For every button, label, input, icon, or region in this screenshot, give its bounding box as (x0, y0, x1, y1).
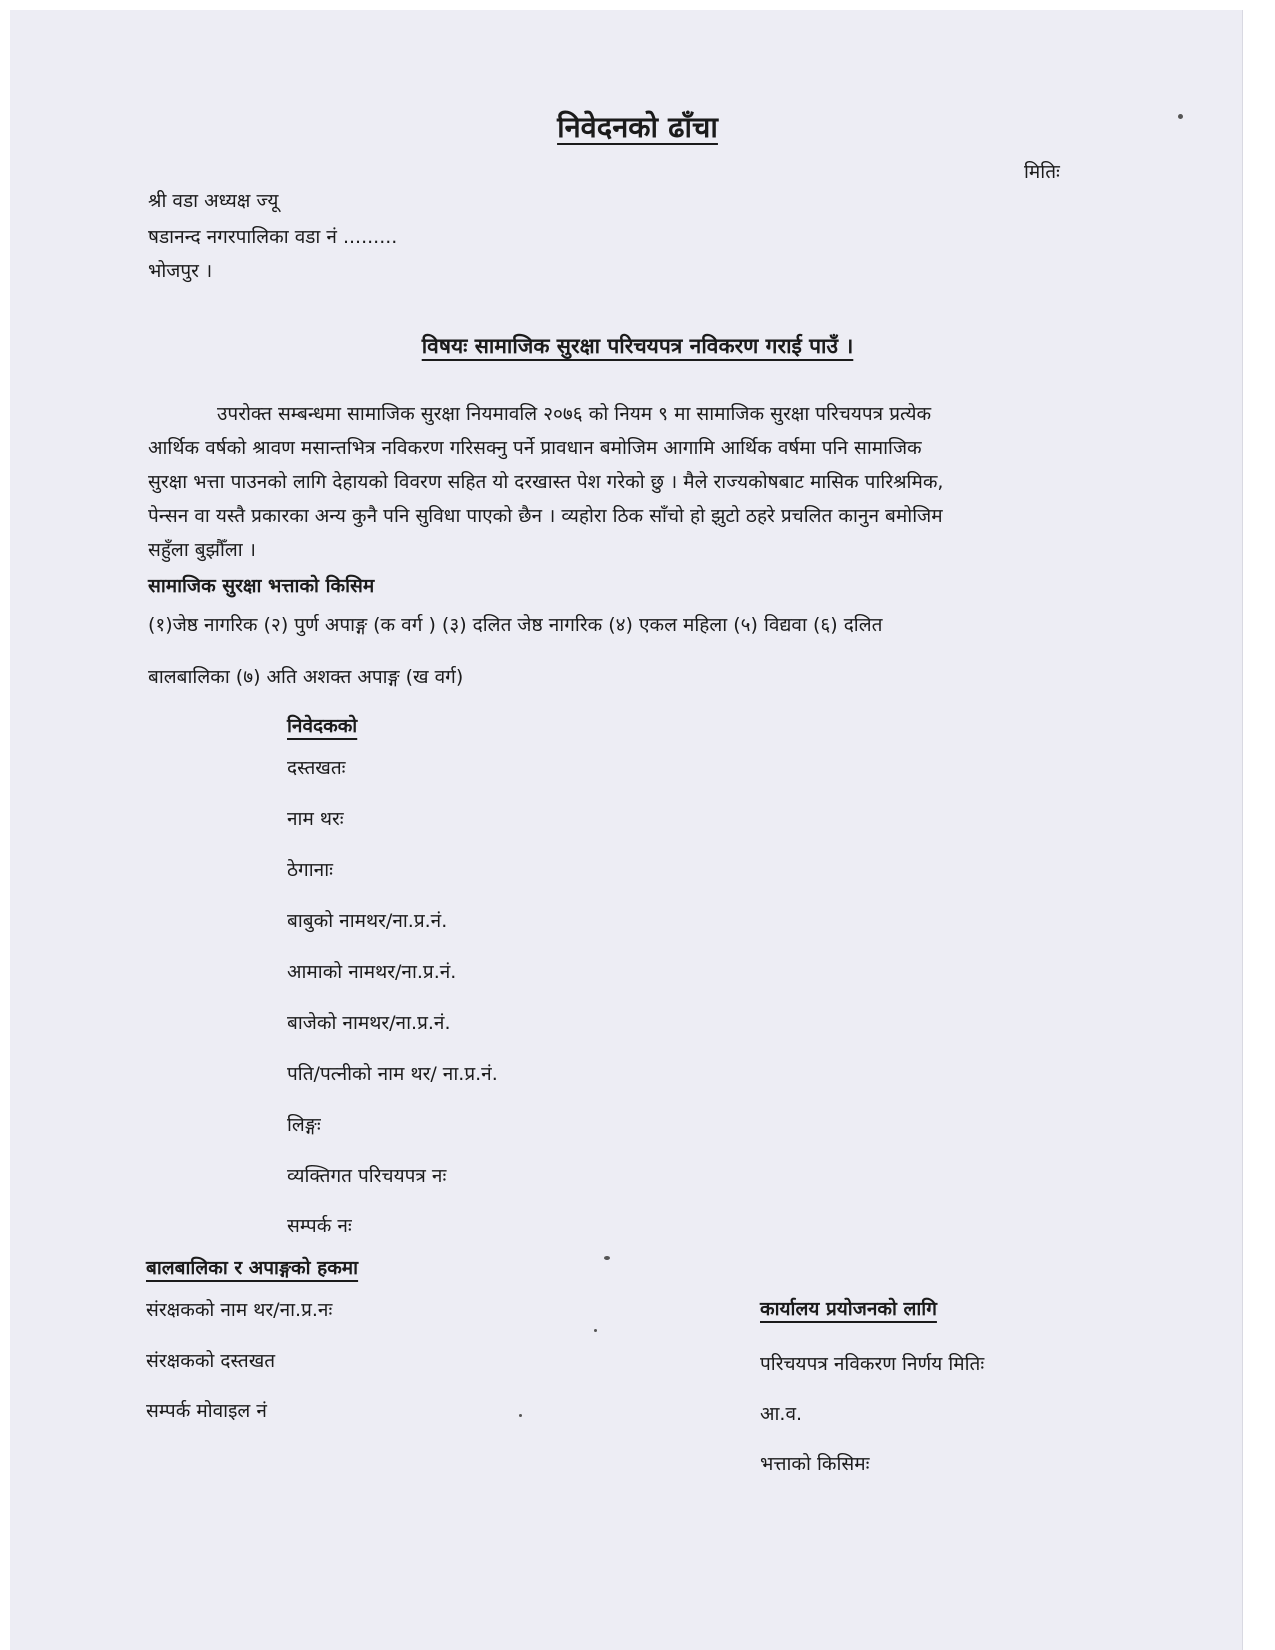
allowance-types-line-2: बालबालिका (७) अति अशक्त अपाङ्ग (ख वर्ग) (148, 666, 464, 688)
mother-name-field: आमाको नामथर/ना.प्र.नं. (287, 961, 457, 983)
allowance-heading: सामाजिक सुरक्षा भत्ताको किसिम (148, 575, 375, 597)
guardian-heading: बालबालिका र अपाङ्गको हकमा (146, 1257, 359, 1279)
addressee-line-3: भोजपुर । (148, 260, 213, 282)
applicant-heading: निवेदकको (287, 715, 358, 737)
contact-number-field: सम्पर्क नः (287, 1215, 352, 1237)
grandfather-name-field: बाजेको नामथर/ना.प्र.नं. (287, 1012, 451, 1034)
scan-speck (1178, 114, 1183, 119)
body-line-5: सहुँला बुझौँला । (148, 539, 256, 561)
applicant-name-field: नाम थरः (287, 808, 344, 830)
addressee-line-1: श्री वडा अध्यक्ष ज्यू (148, 190, 279, 212)
allowance-types-line-1: (१)जेष्ठ नागरिक (२) पुर्ण अपाङ्ग (क वर्ग ) (३) दलित जेष्ठ नागरिक (४) एकल महिला (५) विद्यवा (६) दलित (148, 614, 883, 636)
body-line-1: उपरोक्त सम्बन्धमा सामाजिक सुरक्षा नियमावलि २०७६ को नियम ९ मा सामाजिक सुरक्षा परिचयपत्र प्रत्येक (217, 403, 932, 425)
gender-field: लिङ्गः (287, 1114, 321, 1136)
guardian-mobile-field: सम्पर्क मोवाइल नं (146, 1400, 267, 1422)
subject-line: विषयः सामाजिक सुरक्षा परिचयपत्र नविकरण गराई पाउँ । (421, 334, 854, 358)
applicant-address-field: ठेगानाः (287, 859, 333, 881)
scan-speck (519, 1414, 522, 1417)
body-line-4: पेन्सन वा यस्तै प्रकारका अन्य कुनै पनि सुविधा पाएको छैन । व्यहोरा ठिक साँचो हो झुटो ठहरे प्रचलित कानुन बमोजिम (148, 505, 943, 527)
scan-speck (604, 1256, 610, 1260)
guardian-signature-field: संरक्षकको दस्तखत (146, 1350, 276, 1372)
addressee-line-2: षडानन्द नगरपालिका वडा नं ......... (148, 226, 398, 248)
personal-id-field: व्यक्तिगत परिचयपत्र नः (287, 1165, 447, 1187)
body-line-2: आर्थिक वर्षको श्रावण मसान्तभित्र नविकरण गरिसक्नु पर्ने प्रावधान बमोजिम आगामि आर्थिक वर्षमा पनि सामाजिक (148, 437, 922, 459)
page-title: निवेदनको ढाँचा (557, 110, 718, 144)
body-line-3: सुरक्षा भत्ता पाउनको लागि देहायको विवरण सहित यो दरखास्त पेश गरेको छु । मैले राज्यकोषबाट मासिक पारिश्रमिक, (148, 471, 944, 493)
fiscal-year-field: आ.व. (760, 1403, 803, 1425)
guardian-name-field: संरक्षकको नाम थर/ना.प्र.नः (146, 1299, 333, 1321)
scan-speck (594, 1329, 597, 1332)
allowance-type-field: भत्ताको किसिमः (760, 1453, 870, 1475)
office-use-heading: कार्यालय प्रयोजनको लागि (760, 1298, 937, 1320)
applicant-signature-field: दस्तखतः (287, 757, 346, 779)
spouse-name-field: पति/पत्नीको नाम थर/ ना.प्र.नं. (287, 1063, 498, 1085)
father-name-field: बाबुको नामथर/ना.प्र.नं. (287, 910, 448, 932)
renewal-decision-date-field: परिचयपत्र नविकरण निर्णय मितिः (760, 1353, 985, 1375)
date-label: मितिः (1024, 161, 1060, 183)
